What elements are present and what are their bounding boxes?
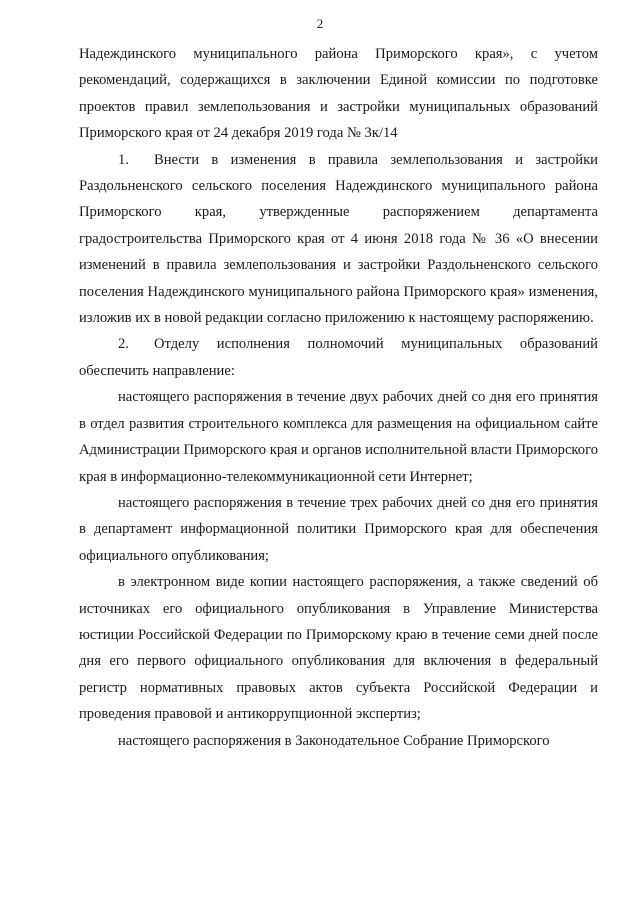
paragraph-text: настоящего распоряжения в течение двух рабочих дней со дня его принятия в отдел развития строительного комплекса для размещения на официальном сайте Администрации Приморского края и органов исполнительной власти Приморского края в информационно-телекоммуникационной сети Интернет;	[79, 389, 598, 485]
page-number: 2	[316, 16, 324, 31]
item-number: 1.	[118, 151, 129, 168]
document-body	[79, 41, 598, 754]
paragraph-subitem-website	[79, 384, 598, 490]
item-number: 2.	[118, 336, 129, 353]
paragraph-subitem-legislative-assembly	[79, 728, 598, 754]
paragraph-subitem-publication	[79, 490, 598, 569]
paragraph-text: в электронном виде копии настоящего распоряжения, а также сведений об источниках его официального опубликования в Управление Министерства юстиции Российской Федерации по Приморскому краю в течение семи дней после дня его первого официального опубликования для включения в федеральный регистр нормативных правовых актов субъекта Российской Федерации и проведения правовой и антикоррупционной экспертиз;	[79, 574, 598, 723]
paragraph-text: настоящего распоряжения в течение трех рабочих дней со дня его принятия в департамент информационной политики Приморского края для обеспечения официального опубликования;	[79, 494, 598, 564]
paragraph-subitem-ministry-justice	[79, 569, 598, 727]
paragraph-item-2	[79, 331, 598, 384]
paragraph-text: Отделу исполнения полномочий муниципальных образований обеспечить направление:	[79, 336, 598, 379]
paragraph-item-1	[79, 147, 598, 332]
paragraph-text: Внести в изменения в правила землепользования и застройки Раздольненского сельского поселения Надеждинского муниципального района Приморского края, утвержденные распоряжением департамента градостроительства Приморского края от 4 июня 2018 года № 36 «О внесении изменений в правила землепользования и застройки Раздольненского сельского поселения Надеждинского муниципального района Приморского края» изменения, изложив их в новой редакции согласно приложению к настоящему распоряжению.	[79, 151, 598, 327]
paragraph-text: Надеждинского муниципального района Приморского края», с учетом рекомендаций, содержащихся в заключении Единой комиссии по подготовке проектов правил землепользования и застройки муниципальных образований Приморского края от 24 декабря 2019 года № 3к/14	[79, 46, 598, 142]
paragraph-text: настоящего распоряжения в Законодательное Собрание Приморского	[118, 732, 550, 749]
paragraph-intro-continuation	[79, 41, 598, 147]
